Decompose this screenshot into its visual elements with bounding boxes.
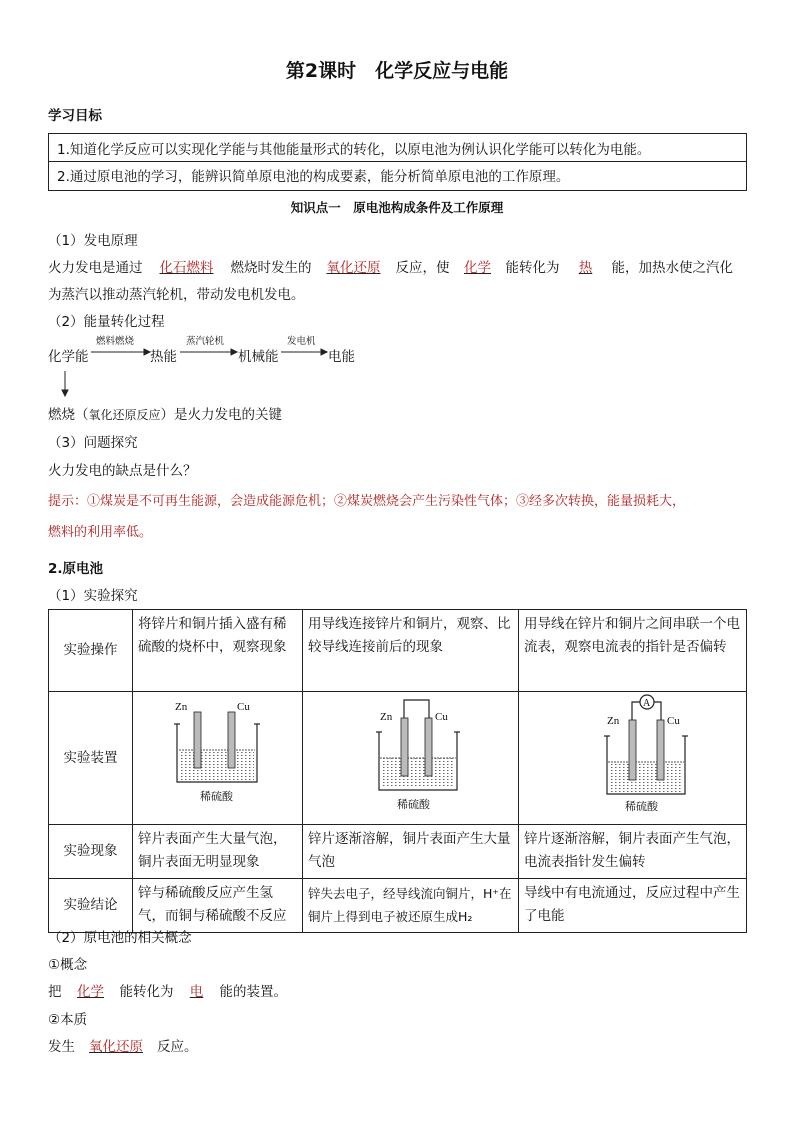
beaker-ammeter-diagram <box>519 692 747 816</box>
essence-label: ②本质 <box>48 1012 88 1028</box>
beaker-zn-cu-diagram <box>133 692 303 816</box>
table-cell: 导线中有电流通过，反应过程中产生了电能 <box>519 879 747 933</box>
text: 能的装置。 <box>219 984 287 1000</box>
wire-right <box>654 702 661 722</box>
energy-mechanical: 机械能 <box>238 349 279 365</box>
answer-blank-chemical: 化学 <box>77 984 104 1000</box>
section-heading-concepts: （2）原电池的相关概念 <box>48 930 192 946</box>
paragraph-thermal-power-cont: 为蒸汽以推动蒸汽轮机，带动发电机发电。 <box>48 287 305 303</box>
text: ）是火力发电的关键 <box>160 407 283 423</box>
section-heading-inquiry: （3）问题探究 <box>48 435 138 451</box>
answer-blank-chemical: 化学 <box>464 260 491 276</box>
text: 发生 <box>48 1039 75 1055</box>
cu-electrode <box>657 720 664 780</box>
cu-electrode <box>425 718 432 776</box>
ammeter-label: A <box>643 698 651 709</box>
page-title: 第2课时 化学反应与电能 <box>285 60 509 82</box>
energy-electric: 电能 <box>328 349 355 365</box>
row-label-apparatus: 实验装置 <box>49 692 133 825</box>
question-text: 火力发电的缺点是什么？ <box>48 463 197 479</box>
hint-line-1: 提示：①煤炭是不可再生能源，会造成能源危机；②煤炭燃烧会产生污染性气体；③经多次转换，能量损耗大， <box>48 494 686 509</box>
cu-label: Cu <box>667 715 680 727</box>
text: 燃烧（ <box>48 407 89 423</box>
table-cell: 锌片逐渐溶解，铜片表面产生大量气泡 <box>303 825 519 879</box>
row-label-operation: 实验操作 <box>49 610 133 692</box>
section-heading-power-principle: （1）发电原理 <box>48 233 138 249</box>
arrow-label-steam-turbine: 蒸汽轮机 <box>186 336 225 347</box>
table-cell: 锌片逐渐溶解，铜片表面产生气泡，电流表指针发生偏转 <box>519 825 747 879</box>
zn-label: Zn <box>607 715 620 727</box>
hint-line-2: 燃料的利用率低。 <box>48 525 153 540</box>
cu-label: Cu <box>435 711 448 723</box>
table-row <box>49 610 747 692</box>
arrow-label-fuel-burning: 燃料燃烧 <box>96 336 135 347</box>
text: 反应。 <box>157 1039 198 1055</box>
arrow-label-generator: 发电机 <box>287 336 316 347</box>
zn-electrode <box>629 720 636 780</box>
table-cell: 用导线连接锌片和铜片，观察、比较导线连接前后的现象 <box>303 610 519 692</box>
table-row <box>49 825 747 879</box>
apparatus-cell-1 <box>133 692 303 825</box>
apparatus-cell-2 <box>303 692 519 825</box>
acid-label: 稀硫酸 <box>200 790 233 803</box>
table-row <box>49 692 747 825</box>
section-heading-energy-conversion: （2）能量转化过程 <box>48 314 165 330</box>
concept-definition <box>48 980 287 1000</box>
row-label-conclusion: 实验结论 <box>49 879 133 933</box>
table-cell: 锌片表面产生大量气泡，铜片表面无明显现象 <box>133 825 303 879</box>
row-label-phenomenon: 实验现象 <box>49 825 133 879</box>
cu-electrode <box>228 712 235 768</box>
goal-item-1: 1.知道化学反应可以实现化学能与其他能量形式的转化，以原电池为例认识化学能可以转化为电能。 <box>57 142 651 158</box>
zn-electrode <box>401 718 408 776</box>
goal-item-2: 2.通过原电池的学习，能辨识简单原电池的构成要素，能分析简单原电池的工作原理。 <box>57 169 570 185</box>
energy-flow-arrows <box>0 0 794 420</box>
answer-blank-redox: 氧化还原 <box>326 260 381 276</box>
knowledge-point-heading: 知识点一 原电池构成条件及工作原理 <box>290 200 504 215</box>
concept-label: ①概念 <box>48 957 88 973</box>
text: 能转化为 <box>505 260 560 276</box>
table-cell: 用导线在锌片和铜片之间串联一个电流表，观察电流表的指针是否偏转 <box>519 610 747 692</box>
section-heading-galvanic-cell: 2.原电池 <box>48 561 104 577</box>
answer-blank-heat: 热 <box>578 260 593 276</box>
energy-chemical: 化学能 <box>48 349 89 365</box>
text: 能，加热水使之汽化 <box>611 260 733 276</box>
table-cell: 将锌片和铜片插入盛有稀硫酸的烧杯中，观察现象 <box>133 610 303 692</box>
beaker-wire-diagram <box>303 692 519 816</box>
zn-label: Zn <box>380 711 393 723</box>
table-cell: 锌与稀硫酸反应产生氢气，而铜与稀硫酸不反应 <box>133 879 303 933</box>
essence-definition <box>48 1035 198 1055</box>
acid-label: 稀硫酸 <box>625 800 658 813</box>
experiment-table <box>48 609 747 933</box>
text: 反应，使 <box>395 260 450 276</box>
text-redox-reaction: 氧化还原反应 <box>88 408 161 422</box>
apparatus-cell-3 <box>519 692 747 825</box>
text: 能转化为 <box>119 984 174 1000</box>
section-heading-experiment: （1）实验探究 <box>48 588 138 604</box>
table-row <box>49 879 747 933</box>
answer-blank-electric: 电 <box>189 984 204 1000</box>
text: 把 <box>48 984 62 1000</box>
answer-blank-fossil-fuel: 化石燃料 <box>159 260 214 276</box>
cu-label: Cu <box>237 701 250 713</box>
energy-heat: 热能 <box>150 349 177 365</box>
learning-goals-heading: 学习目标 <box>48 108 102 124</box>
zn-electrode <box>194 712 201 768</box>
zn-label: Zn <box>175 701 188 713</box>
wire-left <box>632 702 640 722</box>
text: 燃烧时发生的 <box>230 260 312 276</box>
answer-blank-redox: 氧化还原 <box>89 1039 143 1055</box>
wire <box>404 700 429 720</box>
text: 火力发电是通过 <box>48 260 143 276</box>
acid-label: 稀硫酸 <box>397 798 430 811</box>
combustion-key-note <box>48 403 282 423</box>
table-cell: 锌失去电子，经导线流向铜片，H⁺在铜片上得到电子被还原生成H₂ <box>303 879 519 933</box>
